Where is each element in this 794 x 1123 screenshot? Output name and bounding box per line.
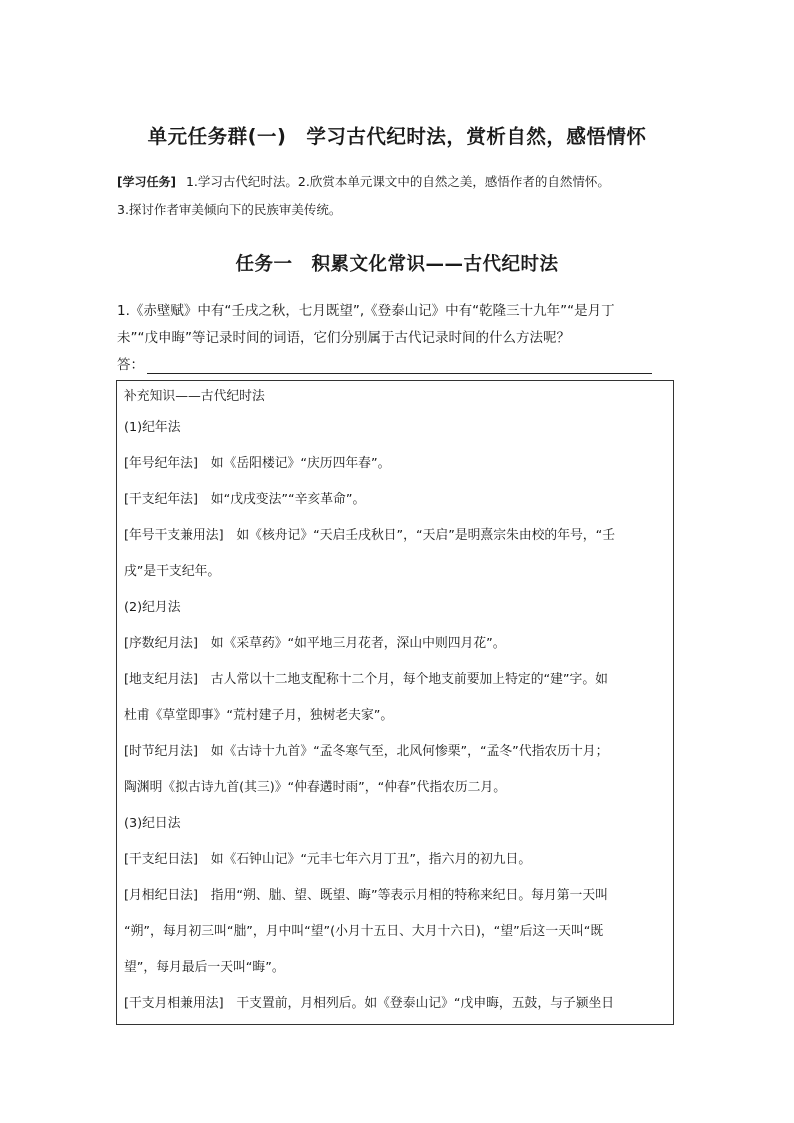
box-line: [年号干支兼用法] 如《核舟记》“天启壬戌秋日”，“天启”是明熹宗朱由校的年号，“壬 [124,528,616,543]
box-line: [时节纪月法] 如《古诗十九首》“孟冬寒气至，北风何惨栗”，“孟冬”代指农历十月； [124,744,609,759]
learning-task-line2: 3.探讨作者审美倾向下的民族审美传统。 [117,202,342,217]
question-line-2: 未”“戊申晦”等记录时间的词语，它们分别属于古代记录时间的什么方法呢？ [117,330,570,346]
box-line: 陶渊明《拟古诗九首(其三)》“仲春遘时雨”，“仲春”代指农历二月。 [124,780,507,795]
learning-task [117,167,677,197]
box-line: [地支纪月法] 古人常以十二地支配称十二个月，每个地支前要加上特定的“建”字。如 [124,672,608,687]
box-line: 望”，每月最后一天叫“晦”。 [124,960,285,975]
box-line: 杜甫《草堂即事》“荒村建子月，独树老夫家”。 [124,708,394,723]
learning-task-line1: 1.学习古代纪时法。2.欣赏本单元课文中的自然之美，感悟作者的自然情怀。 [185,174,610,189]
supplementary-knowledge-box [116,380,674,1025]
box-line: (3)纪日法 [124,816,181,831]
answer-row [117,354,652,376]
answer-label: 答： [117,357,144,373]
section-title: 任务一 积累文化常识——古代纪时法 [235,254,559,275]
question-line-1: 1.《赤壁赋》中有“壬戌之秋，七月既望”,《登泰山记》中有“乾隆三十九年”“是月丁 [117,303,615,319]
box-line: (2)纪月法 [124,600,181,615]
box-line: “朔”，每月初三叫“朏”，月中叫“望”(小月十五日、大月十六日)，“望”后这一天叫“既 [124,924,604,939]
answer-blank-line[interactable] [147,373,652,374]
learning-task-tag: [学习任务] [117,175,176,189]
box-line: [年号纪年法] 如《岳阳楼记》“庆历四年春”。 [124,456,391,471]
unit-title: 单元任务群(一) 学习古代纪时法，赏析自然，感悟情怀 [147,125,647,148]
box-line: 戌”是干支纪年。 [124,564,221,579]
box-line: (1)纪年法 [124,420,181,435]
box-line: [干支纪年法] 如“戊戌变法”“辛亥革命”。 [124,492,366,507]
question-1 [117,298,677,352]
box-line: [干支纪日法] 如《石钟山记》“元丰七年六月丁丑”，指六月的初九日。 [124,852,532,867]
box-title: 补充知识——古代纪时法 [124,389,265,404]
box-line: [干支月相兼用法] 干支置前，月相列后。如《登泰山记》“戊申晦，五鼓，与子颍坐日 [124,996,615,1011]
box-line: [序数纪月法] 如《采草药》“如平地三月花者，深山中则四月花”。 [124,636,506,651]
box-line: [月相纪日法] 指用“朔、朏、望、既望、晦”等表示月相的特称来纪日。每月第一天叫 [124,888,608,903]
